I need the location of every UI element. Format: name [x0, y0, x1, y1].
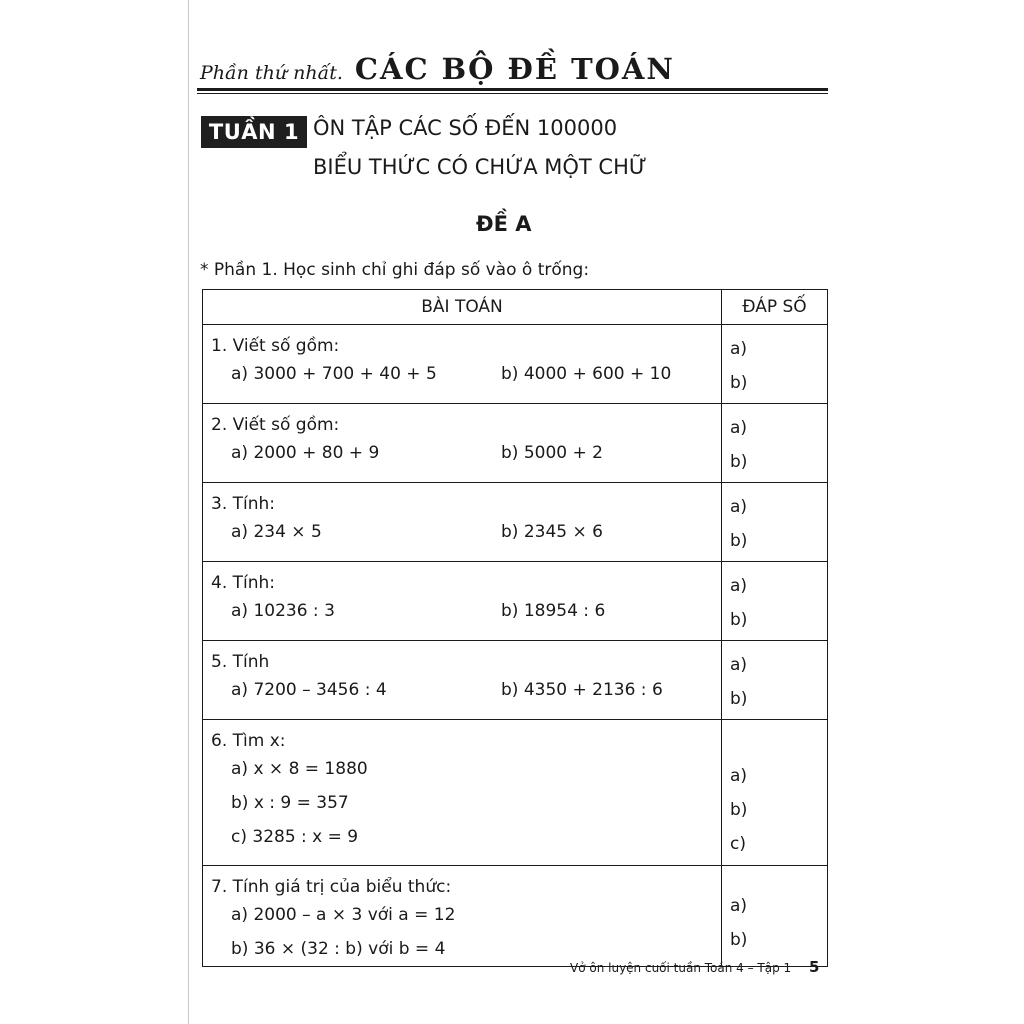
page-edge [188, 0, 189, 1024]
answer-cell[interactable] [722, 325, 828, 404]
answer-b: b) [730, 452, 748, 472]
table-row [203, 866, 828, 967]
header-problem: BÀI TOÁN [203, 290, 722, 325]
part-b: b) x : 9 = 357 [231, 793, 349, 813]
answer-b: b) [730, 531, 748, 551]
answer-a: a) [730, 766, 748, 786]
table-row [203, 325, 828, 404]
answer-cell[interactable] [722, 866, 828, 967]
part-b: b) 18954 : 6 [501, 601, 606, 621]
answer-a: a) [730, 339, 748, 359]
header-rule [197, 88, 828, 91]
answer-b: b) [730, 373, 748, 393]
question-title: 6. Tìm x: [211, 731, 286, 751]
header-rule-thin [197, 93, 828, 94]
answer-cell[interactable] [722, 720, 828, 866]
problem-cell [203, 866, 722, 967]
page-footer [570, 958, 819, 976]
table-header-row [203, 290, 828, 325]
problem-cell [203, 483, 722, 562]
exam-subtitle: ĐỀ A [476, 212, 532, 236]
table-row [203, 562, 828, 641]
question-title: 3. Tính: [211, 494, 276, 514]
answer-a: a) [730, 418, 748, 438]
answer-a: a) [730, 655, 748, 675]
problem-cell [203, 720, 722, 866]
question-title: 1. Viết số gồm: [211, 336, 340, 356]
question-parts [211, 515, 721, 549]
part-b: b) 4000 + 600 + 10 [501, 364, 672, 384]
problem-cell [203, 325, 722, 404]
part-label: Phần thứ nhất. [200, 62, 343, 84]
part-b: b) 2345 × 6 [501, 522, 603, 542]
question-parts [211, 357, 721, 391]
answer-b: b) [730, 800, 748, 820]
part-b: b) 4350 + 2136 : 6 [501, 680, 663, 700]
problem-cell [203, 562, 722, 641]
problem-cell [203, 404, 722, 483]
part-a: a) 2000 + 80 + 9 [231, 443, 380, 463]
header-answer: ĐÁP SỐ [722, 290, 828, 325]
week-title-line1: ÔN TẬP CÁC SỐ ĐẾN 100000 [313, 116, 618, 140]
question-title: 4. Tính: [211, 573, 276, 593]
table-row [203, 404, 828, 483]
week-title-line2: BIỂU THỨC CÓ CHỨA MỘT CHỮ [313, 155, 647, 179]
answer-b: b) [730, 689, 748, 709]
answer-c: c) [730, 834, 746, 854]
answer-cell[interactable] [722, 483, 828, 562]
question-parts [211, 673, 721, 707]
answer-a: a) [730, 497, 748, 517]
question-parts [211, 594, 721, 628]
part-a: a) 234 × 5 [231, 522, 322, 542]
part-a: a) 3000 + 700 + 40 + 5 [231, 364, 437, 384]
question-parts [211, 436, 721, 470]
book-title: Vở ôn luyện cuối tuần Toán 4 – Tập 1 [570, 961, 792, 975]
answer-a: a) [730, 576, 748, 596]
answer-cell[interactable] [722, 562, 828, 641]
section-title: CÁC BỘ ĐỀ TOÁN [354, 52, 675, 86]
instruction: * Phần 1. Học sinh chỉ ghi đáp số vào ô trống: [200, 260, 590, 280]
part-b: b) 5000 + 2 [501, 443, 603, 463]
part-a: a) 7200 – 3456 : 4 [231, 680, 387, 700]
part-b: b) 36 × (32 : b) với b = 4 [231, 939, 446, 959]
answer-cell[interactable] [722, 641, 828, 720]
page-number: 5 [809, 958, 820, 976]
table-row [203, 483, 828, 562]
part-a: a) x × 8 = 1880 [231, 759, 368, 779]
table-row [203, 641, 828, 720]
answer-cell[interactable] [722, 404, 828, 483]
table-row [203, 720, 828, 866]
answer-b: b) [730, 930, 748, 950]
section-header [200, 52, 828, 92]
answer-a: a) [730, 896, 748, 916]
part-a: a) 10236 : 3 [231, 601, 335, 621]
part-a: a) 2000 – a × 3 với a = 12 [231, 905, 456, 925]
week-badge: TUẦN 1 [201, 116, 307, 148]
exercise-table [202, 289, 828, 967]
question-title: 7. Tính giá trị của biểu thức: [211, 877, 452, 897]
question-title: 5. Tính [211, 652, 270, 672]
question-title: 2. Viết số gồm: [211, 415, 340, 435]
problem-cell [203, 641, 722, 720]
answer-b: b) [730, 610, 748, 630]
part-c: c) 3285 : x = 9 [231, 827, 359, 847]
